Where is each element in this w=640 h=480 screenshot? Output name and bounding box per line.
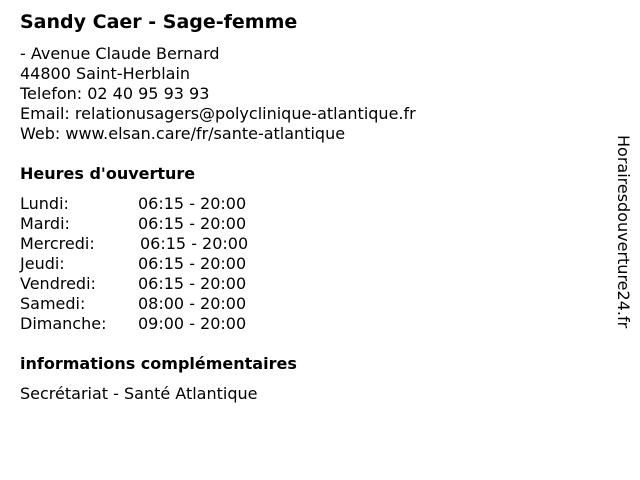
- additional-info-heading: informations complémentaires: [20, 354, 297, 373]
- hours-time: 06:15 - 20:00: [138, 254, 247, 273]
- hours-day: Mercredi:: [20, 234, 95, 253]
- hours-row-saturday: [20, 294, 248, 314]
- phone-number: Telefon: 02 40 95 93 93: [20, 84, 210, 103]
- hours-day: Dimanche:: [20, 314, 107, 333]
- hours-row-wednesday: [20, 234, 248, 254]
- hours-time: 06:15 - 20:00: [138, 274, 247, 293]
- hours-row-tuesday: [20, 214, 248, 234]
- address-city: 44800 Saint-Herblain: [20, 64, 191, 83]
- hours-day: Jeudi:: [20, 254, 65, 273]
- hours-time: 06:15 - 20:00: [138, 194, 247, 213]
- hours-day: Lundi:: [20, 194, 69, 213]
- contact-block: [20, 44, 416, 144]
- website-url: Web: www.elsan.care/fr/sante-atlantique: [20, 124, 346, 143]
- hours-row-friday: [20, 274, 248, 294]
- page-title: Sandy Caer - Sage-femme: [20, 11, 298, 33]
- hours-time: 08:00 - 20:00: [138, 294, 247, 313]
- hours-time: 06:15 - 20:00: [138, 214, 247, 233]
- hours-day: Vendredi:: [20, 274, 96, 293]
- additional-info-text: Secrétariat - Santé Atlantique: [20, 384, 258, 403]
- hours-day: Samedi:: [20, 294, 86, 313]
- hours-row-thursday: [20, 254, 248, 274]
- hours-day: Mardi:: [20, 214, 70, 233]
- hours-row-sunday: [20, 314, 248, 334]
- hours-time: 06:15 - 20:00: [140, 234, 249, 253]
- hours-time: 09:00 - 20:00: [138, 314, 247, 333]
- address-street: - Avenue Claude Bernard: [20, 44, 220, 63]
- hours-row-monday: [20, 194, 248, 214]
- opening-hours-table: [20, 194, 248, 334]
- email-address: Email: relationusagers@polyclinique-atlantique.fr: [20, 104, 416, 123]
- opening-hours-heading: Heures d'ouverture: [20, 164, 196, 183]
- site-watermark: Horairesdouverture24.fr: [614, 135, 633, 329]
